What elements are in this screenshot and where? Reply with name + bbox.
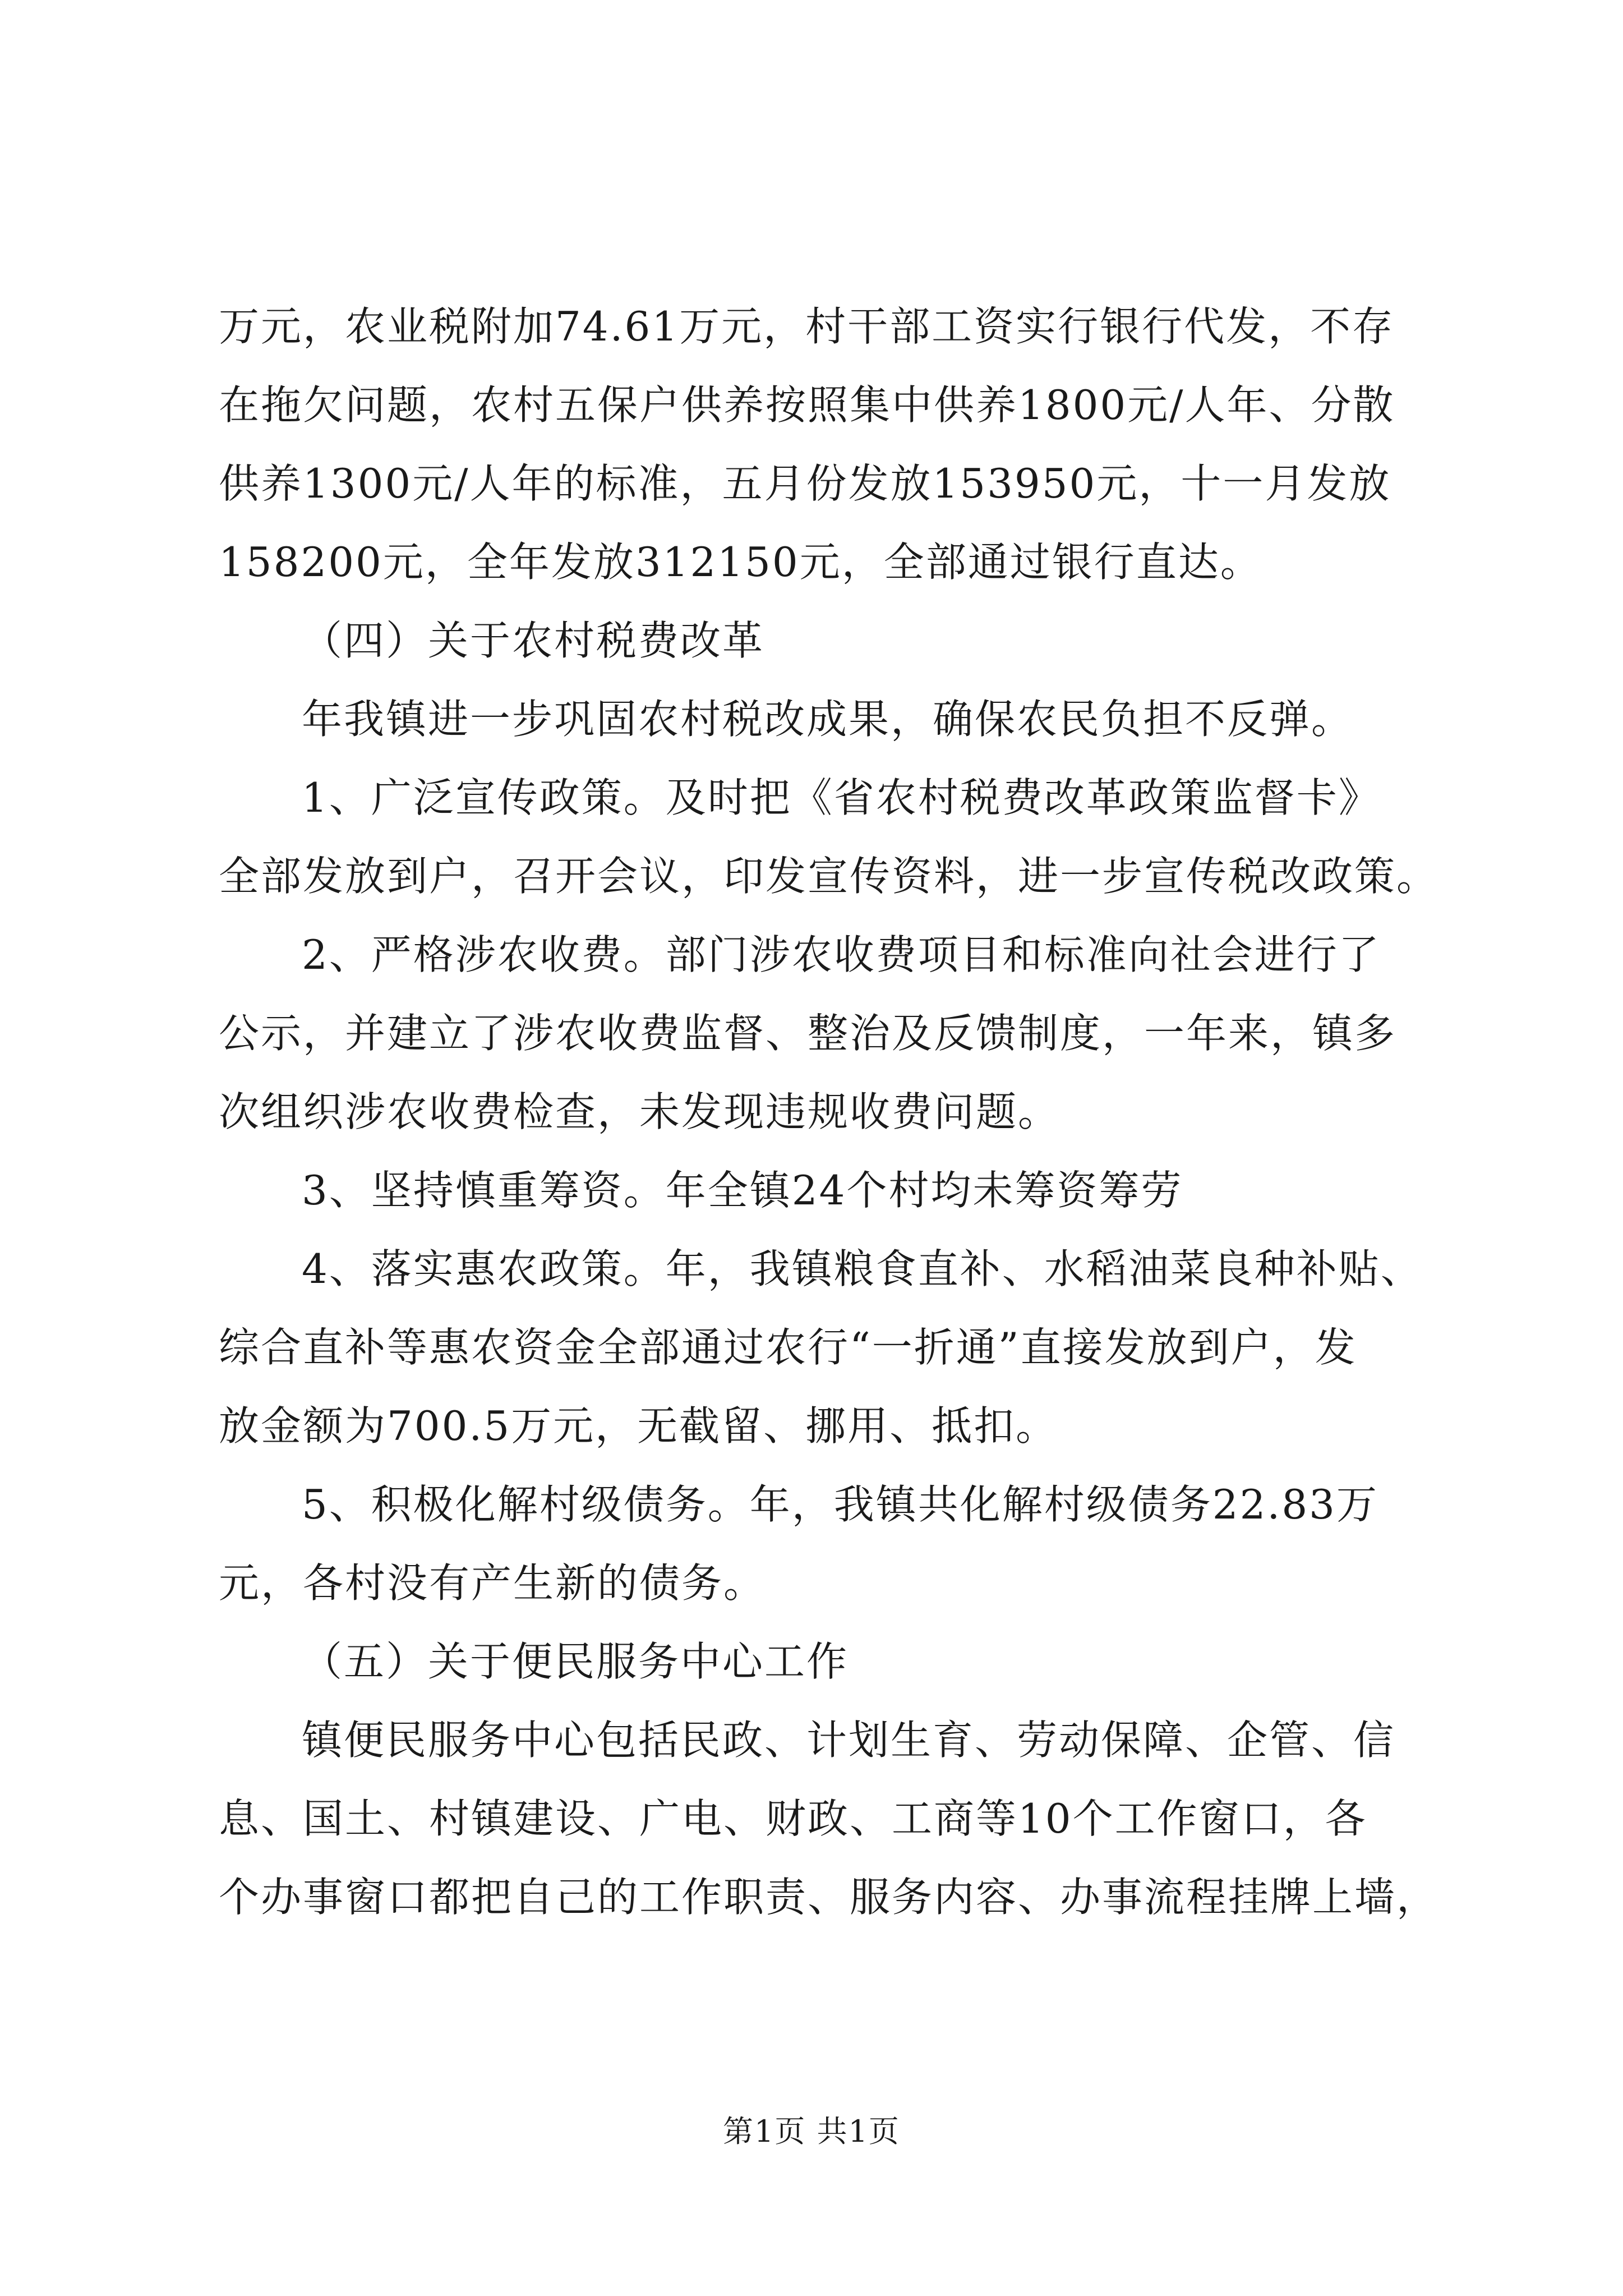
text-line: 供养1300元/人年的标准，五月份发放153950元，十一月发放: [219, 460, 1391, 507]
list-item-first-line: 4、落实惠农政策。年，我镇粮食直补、水稻油菜良种补贴、: [302, 1245, 1423, 1292]
page-number-label: 第1页 共1页: [723, 2114, 900, 2149]
list-item-first-line: 3、坚持慎重筹资。年全镇24个村均未筹资筹劳: [302, 1167, 1183, 1214]
page-footer: [0, 2109, 1623, 2154]
text-line: 元，各村没有产生新的债务。: [219, 1559, 766, 1607]
list-item-first-line: 2、严格涉农收费。部门涉农收费项目和标准向社会进行了: [302, 931, 1381, 978]
text-line: 次组织涉农收费检查，未发现违规收费问题。: [219, 1088, 1061, 1135]
text-line: 综合直补等惠农资金全部通过农行“一折通”直接发放到户，发: [219, 1324, 1357, 1371]
text-line: 息、国土、村镇建设、广电、财政、工商等10个工作窗口，各: [219, 1795, 1367, 1842]
list-item-first-line: 5、积极化解村级债务。年，我镇共化解村级债务22.83万: [302, 1481, 1378, 1528]
text-line: 全部发放到户，召开会议，印发宣传资料，进一步宣传税改政策。: [219, 853, 1439, 900]
text-line: 158200元，全年发放312150元，全部通过银行直达。: [219, 539, 1262, 586]
section-heading: （五）关于便民服务中心工作: [302, 1638, 849, 1685]
document-body: [219, 287, 1439, 1936]
text-line: 个办事窗口都把自己的工作职责、服务内容、办事流程挂牌上墙，: [219, 1874, 1439, 1921]
text-line: 万元，农业税附加74.61万元，村干部工资实行银行代发，不存: [219, 303, 1395, 350]
paragraph-first-line: 镇便民服务中心包括民政、计划生育、劳动保障、企管、信: [302, 1717, 1396, 1764]
paragraph-first-line: 年我镇进一步巩固农村税改成果，确保农民负担不反弹。: [302, 696, 1354, 743]
text-line: 在拖欠问题，农村五保户供养按照集中供养1800元/人年、分散: [219, 381, 1395, 429]
text-line: 公示，并建立了涉农收费监督、整治及反馈制度，一年来，镇多: [219, 1010, 1397, 1057]
section-heading: （四）关于农村税费改革: [302, 617, 765, 664]
list-item-first-line: 1、广泛宣传政策。及时把《省农村税费改革政策监督卡》: [302, 774, 1381, 821]
text-line: 放金额为700.5万元，无截留、挪用、抵扣。: [219, 1402, 1058, 1450]
